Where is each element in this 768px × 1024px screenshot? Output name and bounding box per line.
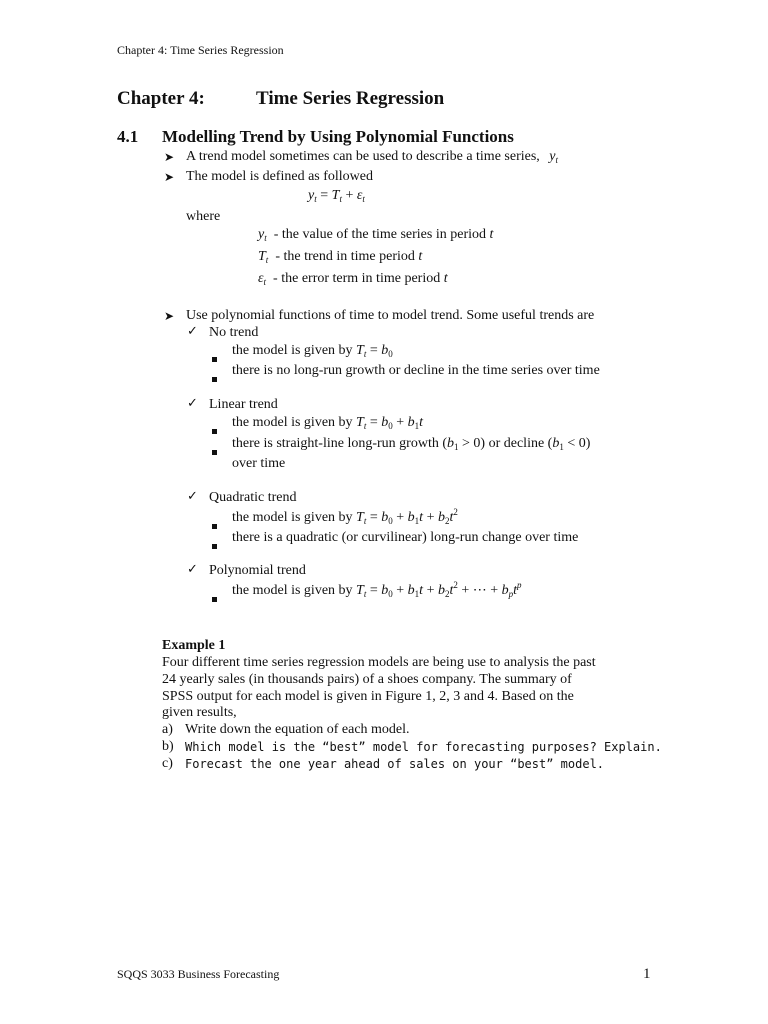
- running-header: Chapter 4: Time Series Regression: [117, 43, 284, 57]
- trend-no-trend: No trend: [209, 325, 259, 340]
- chapter-number: Chapter 4:: [117, 88, 205, 109]
- trend-quadratic: Quadratic trend: [209, 490, 297, 505]
- question-c-label: c): [162, 756, 173, 771]
- square-bullet-icon: [212, 442, 217, 460]
- question-c-text: Forecast the one year ahead of sales on your “best” model.: [185, 757, 605, 771]
- example-line-3: SPSS output for each model is given in Figure 1, 2, 3 and 4. Based on the: [162, 689, 574, 704]
- linear-trend-note: there is straight-line long-run growth $(b_1 > 0)$ or decline $(b_1 < 0)$: [232, 436, 591, 452]
- square-bullet-icon: [212, 589, 217, 607]
- page-number: 1: [643, 966, 651, 982]
- checkmark-icon: ✓: [187, 561, 198, 576]
- no-trend-note: there is no long-run growth or decline in the time series over time: [232, 363, 600, 378]
- quadratic-trend-equation: the model is given by $T_t = b_0 + b_1t + b_2t^2$: [232, 507, 458, 526]
- checkmark-icon: ✓: [187, 395, 198, 410]
- polynomial-trend-equation: the model is given by $T_t = b_0 + b_1t + b_2t^2$ + ⋯ + $b_pt^p$: [232, 580, 522, 599]
- section-title: Modelling Trend by Using Polynomial Functions: [162, 127, 514, 146]
- linear-trend-equation: the model is given by $T_t = b_0 + b_1t$: [232, 415, 424, 431]
- checkmark-icon: ✓: [187, 323, 198, 338]
- arrow-bullet-icon: ➤: [164, 309, 175, 323]
- bullet-text: A trend model sometimes can be used to describe a time series,: [186, 149, 540, 164]
- linear-trend-note-cont: over time: [232, 456, 286, 471]
- equation-model: $y_t = T_t + \varepsilon_t$: [308, 188, 365, 204]
- no-trend-equation: the model is given by $T_t = b_0$: [232, 343, 393, 359]
- where-label: where: [186, 209, 221, 224]
- square-bullet-icon: [212, 421, 217, 439]
- definition-epsilon: $\varepsilon_t$ - the error term in time period t: [258, 271, 448, 287]
- question-b-text: Which model is the “best” model for forecasting purposes? Explain.: [185, 740, 662, 754]
- question-a-label: a): [162, 722, 173, 737]
- quadratic-trend-note: there is a quadratic (or curvilinear) long-run change over time: [232, 530, 579, 545]
- checkmark-icon: ✓: [187, 488, 198, 503]
- example-line-1: Four different time series regression models are being use to analysis the past: [162, 655, 596, 670]
- bullet-model-defined: The model is defined as followed: [186, 169, 374, 184]
- example-line-4: given results,: [162, 705, 237, 720]
- arrow-bullet-icon: ➤: [164, 150, 175, 164]
- square-bullet-icon: [212, 516, 217, 534]
- square-bullet-icon: [212, 369, 217, 387]
- chapter-title: Time Series Regression: [256, 88, 445, 109]
- bullet-polynomial-functions: Use polynomial functions of time to model trend. Some useful trends are: [186, 308, 595, 323]
- section-number: 4.1: [117, 127, 139, 146]
- definition-T: $T_t$ - the trend in time period t: [258, 249, 423, 265]
- bullet-trend-model: [186, 148, 558, 165]
- square-bullet-icon: [212, 536, 217, 554]
- math-y-t: $y_t$: [549, 149, 559, 165]
- trend-linear: Linear trend: [209, 397, 278, 412]
- square-bullet-icon: [212, 349, 217, 367]
- footer-course: SQQS 3033 Business Forecasting: [117, 967, 280, 981]
- question-b-label: b): [162, 739, 174, 754]
- example-line-2: 24 yearly sales (in thousands pairs) of a shoes company. The summary of: [162, 672, 572, 687]
- example-title: Example 1: [162, 638, 226, 653]
- definition-y: $y_t$ - the value of the time series in period t: [258, 227, 494, 243]
- question-a-text: Write down the equation of each model.: [185, 722, 410, 737]
- arrow-bullet-icon: ➤: [164, 170, 175, 184]
- trend-polynomial: Polynomial trend: [209, 563, 306, 578]
